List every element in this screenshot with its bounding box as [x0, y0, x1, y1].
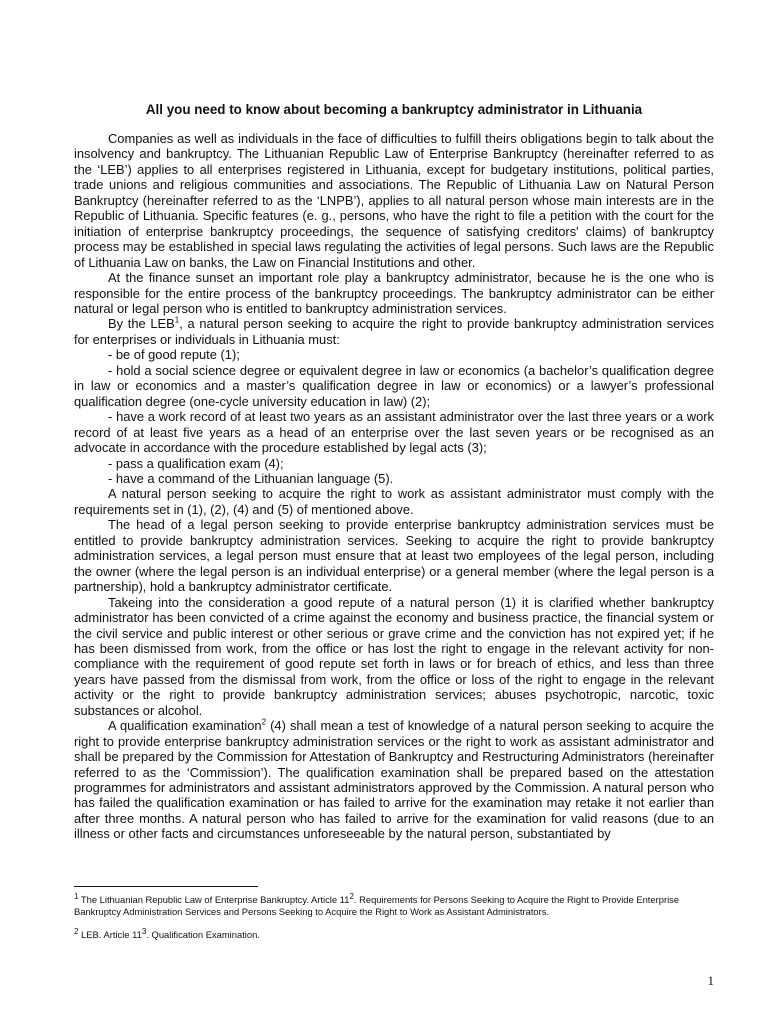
footnote-text: LEB. Article 11	[78, 928, 142, 940]
list-item: - have a command of the Lithuanian language (5).	[108, 470, 394, 486]
footnotes	[74, 886, 714, 951]
document-title: All you need to know about becoming a bankruptcy administrator in Lithuania	[145, 102, 643, 117]
body-text	[74, 131, 714, 842]
footnote-2	[74, 926, 714, 941]
paragraph-qualification-exam	[74, 718, 714, 842]
footnote-reference: 2	[261, 717, 267, 727]
footnote-reference: 1	[174, 316, 180, 326]
footnote-text: . Qualification Examination.	[146, 928, 260, 940]
paragraph-requirements-intro	[74, 316, 714, 347]
footnote-text: . Requirements for Persons Seeking to Acquire the Right to Provide Enterprise Bankruptcy Administration Services and Persons Seeking to Acquire the Right to Work as Assistant Administrators.	[74, 894, 680, 918]
paragraph-intro: Companies as well as individuals in the face of difficulties to fulfill theirs obligations begin to talk about the insolvency and bankruptcy. The Lithuanian Republic Law of Enterprise Bankruptcy (hereinafter referred to as the ‘LEB’) applies to all enterprises registered in Lithuania, except for budgetary institutions, political parties, trade unions and religious communities and associations. The Republic of Lithuania Law on Natural Person Bankruptcy (hereinafter referred to as the ‘LNPB’), applies to all natural person whose main interests are in the Republic of Lithuania. Specific features (e. g., persons, who have the right to file a petition with the court for the initiation of enterprise bankruptcy proceedings, the sequence of satisfying creditors' claims) of bankruptcy process may be established in special laws regulating the activities of legal persons. Such laws are the Republic of Lithuania Law on banks, the Law on Financial Institutions and other.	[74, 131, 714, 270]
footnote-separator	[74, 886, 258, 887]
list-item: - be of good repute (1);	[108, 347, 240, 363]
paragraph-assistant-administrator: A natural person seeking to acquire the right to work as assistant administrator must comply with the requirements set in (1), (2), (4) and (5) of mentioned above.	[74, 486, 714, 517]
list-item: - pass a qualification exam (4);	[108, 455, 284, 471]
list-item: - have a work record of at least two years as an assistant administrator over the last three years or a work record of at least five years as a head of an enterprise over the last seven years or be recognised as an advocate in accordance with the procedure established by legal acts (3);	[74, 409, 714, 456]
paragraph-text: , a natural person seeking to acquire the right to provide bankruptcy administration services for enterprises or individuals in Lithuania must:	[74, 316, 715, 347]
paragraph-text: By the LEB	[108, 316, 175, 332]
list-item: - hold a social science degree or equivalent degree in law or economics (a bachelor’s qualification degree in law or economics and a master’s qualification degree in law or economics) or a lawyer’s professional qualification degree (one-cycle university education in law) (2);	[74, 362, 714, 409]
footnote-text: The Lithuanian Republic Law of Enterprise Bankruptcy. Article 11	[78, 894, 350, 905]
paragraph-text: (4) shall mean a test of knowledge of a natural person seeking to acquire the right to provide enterprise bankruptcy administration services or the right to work as assistant administrator and shall be prepared by the Commission for Attestation of Bankruptcy and Restructuring Administrators (hereinafter referred to as the ‘Commission’). The qualification examination shall be prepared based on the attestation programmes for administrators and assistant administrators approved by the Commission. A natural person who has failed the qualification examination or has failed to arrive for the examination may retake it not earlier than after three months. A natural person who has failed to arrive for the examination for valid reasons (due to an illness or other facts and circumstances unforeseeable by the natural person, substantiated by	[74, 718, 714, 842]
footnote-superscript: 2	[349, 891, 354, 901]
paragraph-text: A qualification examination	[108, 718, 262, 734]
footnote-mark: 1	[74, 891, 79, 901]
footnote-mark: 2	[74, 926, 79, 936]
paragraph-good-repute: Takeing into the consideration a good repute of a natural person (1) it is clarified whether bankruptcy administrator has been convicted of a crime against the economy and business practice, the financial system or the civil service and public interest or other serious or grave crime and the conviction has not expired yet; if he has been dismissed from work, from the office or has lost the right to engage in the relevant activity for non-compliance with the requirement of good repute set forth in laws or for breach of ethics, and less than three years have passed from the dismissal from work, from the office or loss of the right to engage in the relevant activity or the right to provide bankruptcy administration services; abuses psychotropic, narcotic, toxic substances or alcohol.	[74, 594, 714, 718]
footnote-superscript: 3	[141, 926, 147, 936]
footnote-1	[74, 891, 714, 919]
paragraph-administrator-role: At the finance sunset an important role play a bankruptcy administrator, because he is the one who is responsible for the entire process of the bankruptcy proceedings. The bankruptcy administrator can be either natural or legal person who is entitled to bankruptcy administration services.	[74, 270, 714, 316]
paragraph-legal-person: The head of a legal person seeking to provide enterprise bankruptcy administration services must be entitled to provide bankruptcy administration services. Seeking to acquire the right to provide bankruptcy administration services, a legal person must ensure that at least two employees of the legal person, including the owner (where the legal person is an individual enterprise) or a general member (where the legal person is a partnership), hold a bankruptcy administrator certificate.	[74, 517, 714, 595]
page-number: 1	[707, 973, 714, 988]
